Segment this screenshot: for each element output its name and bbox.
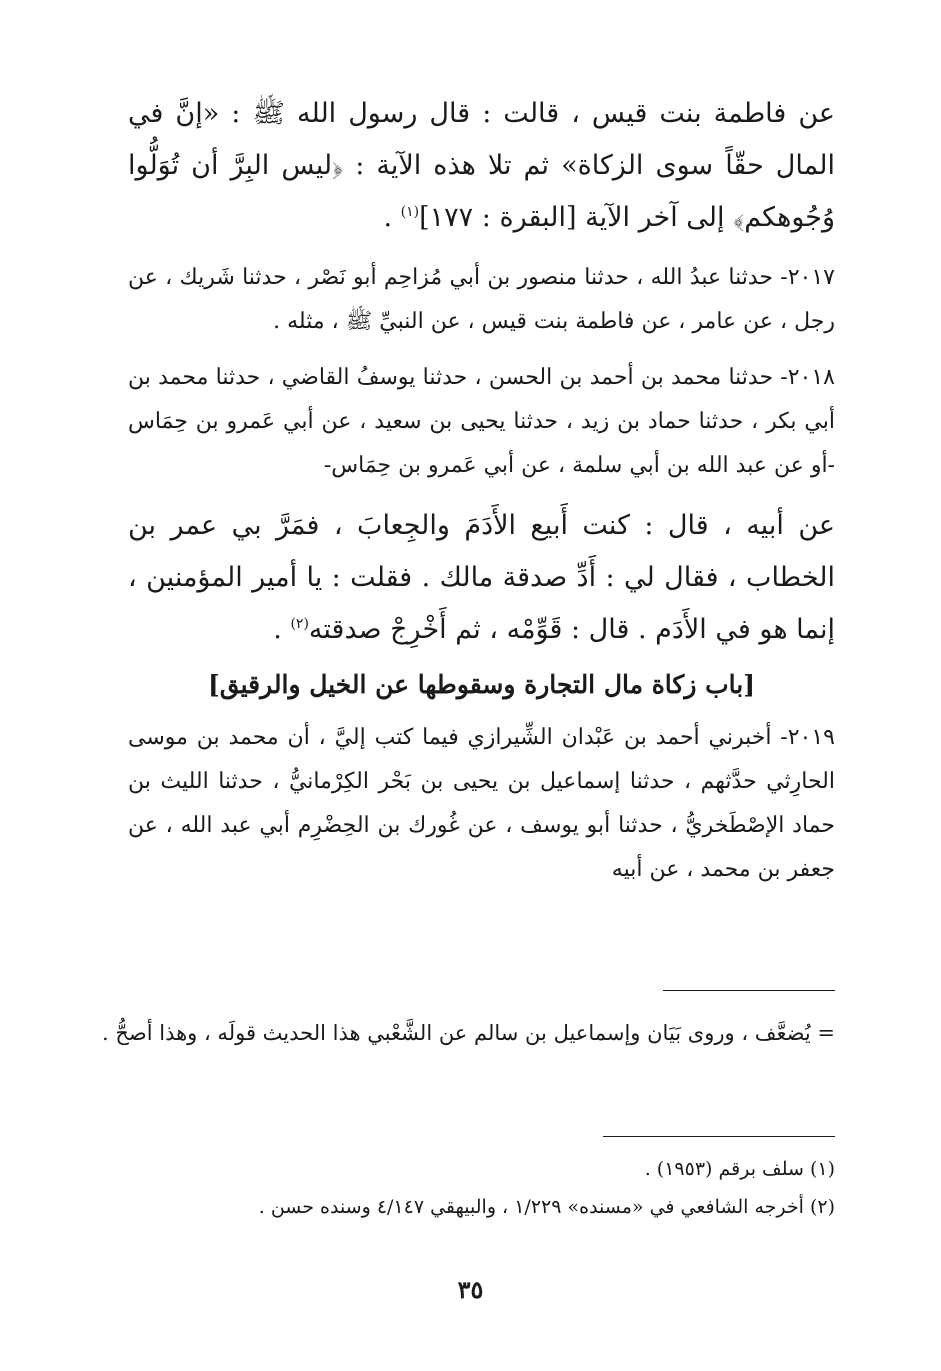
- body-paragraph-fatima: [128, 88, 835, 244]
- footnote-ref-2[interactable]: (٢): [290, 616, 309, 632]
- paragraph-end: .: [273, 614, 291, 645]
- hadith-2018: ٢٠١٨- حدثنا محمد بن أحمد بن الحسن ، حدثنا يوسفُ القاضي ، حدثنا محمد بن أبي بكر ، حدثنا حماد بن زيد ، حدثنا يحيى بن سعيد ، عن أبي عَمرو بن حِمَاس -أو عن عبد الله بن أبي سلمة ، عن أبي عَمرو بن حِمَاس-: [128, 365, 835, 478]
- hadith-2017: ٢٠١٧- حدثنا عبدُ الله ، حدثنا منصور بن أبي مُزاحِم أبو نَصْر ، حدثنا شَريك ، عن رجل ، عن عامر ، عن فاطمة بنت قيس ، عن النبيِّ ﷺ ، مثله .: [128, 265, 835, 334]
- footnotes-block: [128, 1150, 835, 1226]
- chapter-heading: [باب زكاة مال التجارة وسقوطها عن الخيل والرقيق]: [207, 670, 756, 699]
- paragraph-text: عن فاطمة بنت قيس ، قالت : قال رسول الله ﷺ : «إنَّ في المال حقّاً سوى الزكاة» ثم تلا هذه الآية : ﴿ليس البِرَّ أن تُوَلُّوا وُجُوهكم﴾ إلى آخر الآية [البقرة : ١٧٧]: [128, 98, 835, 233]
- paragraph-text: عن أبيه ، قال : كنت أَبيع الأَدَمَ والجِعابَ ، فمَرَّ بي عمر بن الخطاب ، فقال لي : أَدِّ صدقة مالك . فقلت : يا أمير المؤمنين ، إنما هو في الأَدَم . قال : قَوِّمْه ، ثم أَخْرِجْ صدقته: [128, 510, 835, 645]
- continued-footnote: = يُضعَّف ، وروى بَيَان وإسماعيل بن سالم عن الشَّعْبي هذا الحديث قولَه ، وهذا أصحُّ .: [101, 1021, 835, 1045]
- hadith-2019: ٢٠١٩- أخبرني أحمد بن عَبْدان الشِّيرازي فيما كتب إليَّ ، أن محمد بن موسى الحارِثي حدَّثهم ، حدثنا إسماعيل بن يحيى بن بَحْر الكِرْمانيُّ ، حدثنا الليث بن حماد الإصْطَخريُّ ، حدثنا أبو يوسف ، عن غُورك بن الحِضْرِم أبي عبد الله ، عن جعفر بن محمد ، عن أبيه: [128, 725, 835, 882]
- footnote-2: (٢) أخرجه الشافعي في «مسنده» ١/٢٢٩ ، والبيهقي ٤/١٤٧ وسنده حسن .: [258, 1196, 835, 1218]
- page-number: ٣٥: [457, 1275, 484, 1304]
- footnote-ref-1[interactable]: (١): [400, 204, 420, 220]
- footnote-1: (١) سلف برقم (١٩٥٣) .: [644, 1158, 835, 1180]
- body-paragraph-umar: [128, 500, 835, 656]
- footnote-separator: [663, 990, 835, 991]
- paragraph-end: .: [383, 202, 401, 233]
- footnote-separator-secondary: [603, 1136, 835, 1137]
